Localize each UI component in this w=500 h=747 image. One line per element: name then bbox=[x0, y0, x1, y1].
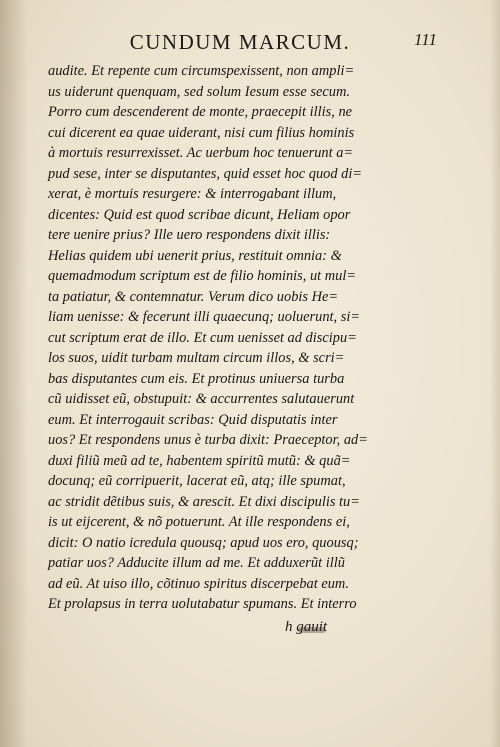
text-line: eum. Et interrogauit scribas: Quid disputatis inter bbox=[48, 411, 338, 428]
text-line: ta patiatur, & contemnatur. Verum dico uobis He= bbox=[48, 288, 339, 305]
text-line: ac stridit dẽtibus suis, & arescit. Et dixi discipulis tu= bbox=[48, 493, 360, 510]
text-line: bas disputantes cum eis. Et protinus uniuersa turba bbox=[48, 370, 345, 387]
folio-number: 111 bbox=[414, 30, 437, 49]
text-line: Porro cum descenderent de monte, praecepit illis, ne bbox=[48, 104, 353, 120]
text-line: uos? Et respondens unus è turba dixit: Praeceptor, ad= bbox=[48, 432, 368, 448]
ink-smudge bbox=[298, 627, 326, 633]
text-line: cũ uidisset eũ, obstupuit: & accurrentes salutauerunt bbox=[48, 391, 355, 407]
text-line: Et prolapsus in terra uolutabatur spumans. Et interro bbox=[48, 596, 357, 612]
text-line: cut scriptum erat de illo. Et cum uenisset ad discipu= bbox=[48, 329, 357, 346]
text-line: audite. Et repente cum circumspexissent, non ampli= bbox=[48, 63, 355, 79]
text-line: quemadmodum scriptum est de filio hominis, ut mul= bbox=[48, 268, 357, 284]
text-line: los suos, uidit turbam multam circum illos, & scri= bbox=[48, 350, 345, 366]
text-line: à mortuis resurrexisset. Ac uerbum hoc tenuerunt a= bbox=[48, 145, 354, 161]
text-line: dicit: O natio icredula quousq; apud uos ero, quousq; bbox=[48, 534, 359, 551]
catchword: h gauit bbox=[285, 619, 328, 635]
text-line: dicentes: Quid est quod scribae dicunt, Heliam opor bbox=[48, 206, 351, 223]
text-line: ad eũ. At uiso illo, cõtinuo spiritus discerpebat eum. bbox=[48, 575, 349, 592]
text-line: docunq; eũ corripuerit, lacerat eũ, atq; ille spumat, bbox=[48, 473, 346, 489]
text-line: is ut eijcerent, & nõ potuerunt. At ille respondens ei, bbox=[48, 514, 350, 530]
text-line: patiar uos? Adducite illum ad me. Et adduxerũt illũ bbox=[48, 555, 345, 571]
text-line: duxi filiũ meũ ad te, habentem spiritũ mutũ: & quã= bbox=[48, 452, 351, 469]
text-line: pud sese, inter se disputantes, quid esset hoc quod di= bbox=[48, 165, 363, 182]
text-line: cui dicerent ea quae uiderant, nisi cum filius hominis bbox=[48, 124, 355, 141]
main-text-block bbox=[48, 61, 374, 615]
text-line: xerat, è mortuis resurgere: & interrogabant illum, bbox=[48, 186, 337, 202]
text-line: tere uenire prius? Ille uero respondens dixit illis: bbox=[48, 227, 331, 243]
text-line: Helias quidem ubi uenerit prius, restituit omnia: & bbox=[48, 247, 342, 264]
text-line: us uiderunt quenquam, sed solum Iesum esse secum. bbox=[48, 83, 350, 100]
text-line: liam uenisse: & fecerunt illi quaecunq; uoluerunt, si= bbox=[48, 309, 361, 325]
running-header: CUNDUM MARCUM. bbox=[129, 30, 351, 54]
